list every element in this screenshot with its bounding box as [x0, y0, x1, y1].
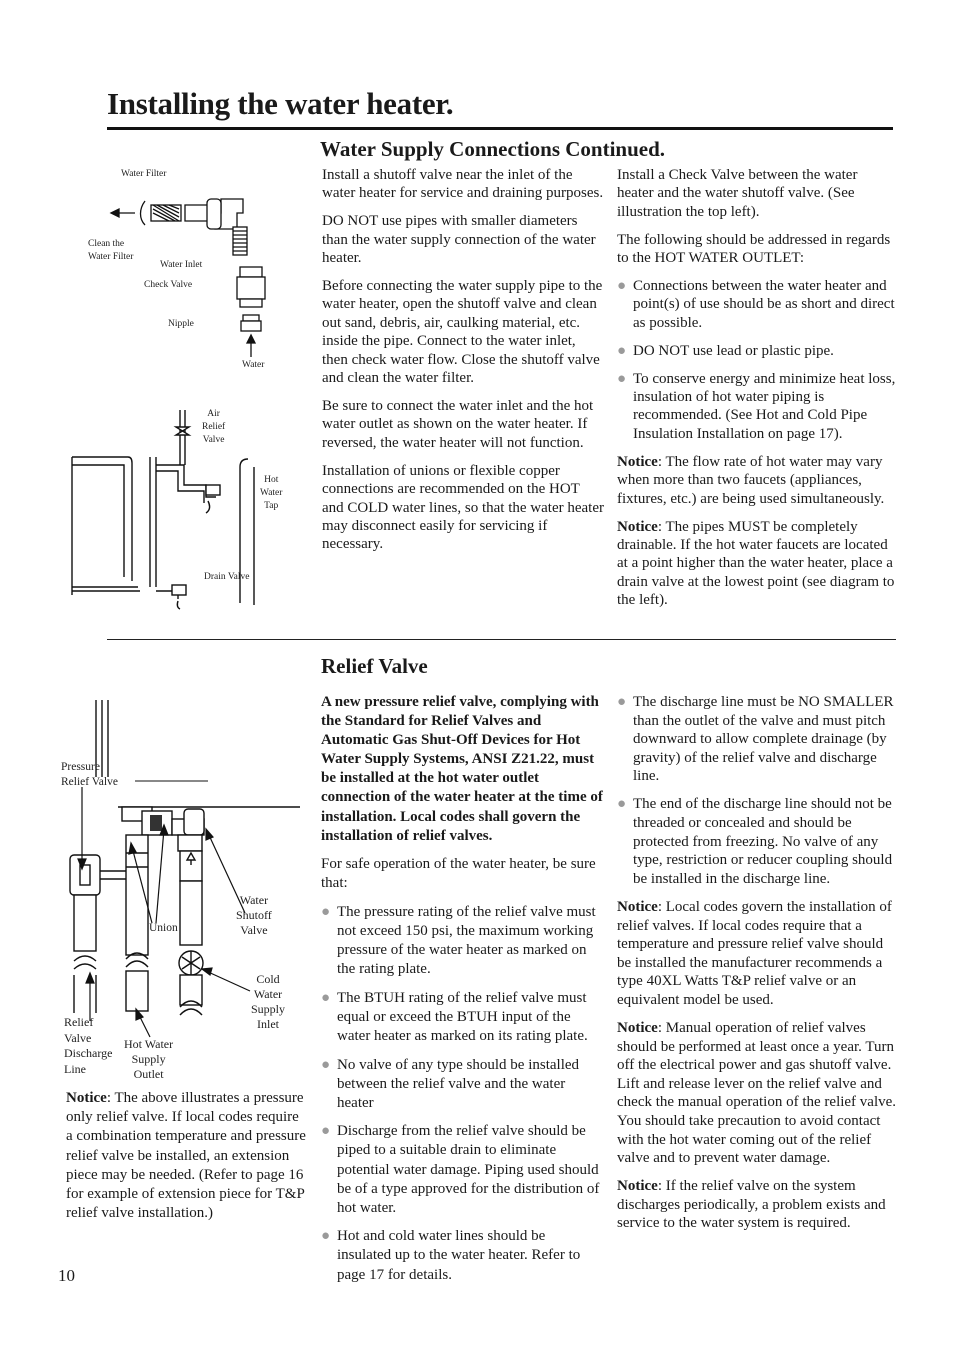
label-air-relief-valve: Air Relief Valve — [202, 409, 226, 445]
label-water-inlet: Water Inlet — [160, 260, 203, 270]
relief-valve-left-notice: Notice: The above illustrates a pressure only relief valve. If local codes require a combination temperature and pressure relief valve be installed, an extension piece may be needed. (Refer to page 16 for example of extension piece for T&P relief valve installation.) — [66, 1090, 306, 1222]
water-supply-column-2 — [617, 166, 896, 619]
rv-notice-manual-operation: Notice: Manual operation of relief valves should be performed at least once a year. Turn off the electrical power and gas shutoff valve. Lift and release lever on the relief valve and check the manual operation of the relief valve. You should take precaution to avoid contact with the hot water coming out of the relief valve and to prevent water damage. — [617, 1020, 897, 1167]
rv-notice-local-codes: Notice: Local codes govern the installation of relief valves. If local codes require that a temperature and pressure relief valve should be installed the manufacturer recommends a type 40XL Watts T&P relief valve or an equivalent model be used. — [617, 898, 892, 1008]
label-water-filter: Water Filter — [121, 169, 167, 179]
bullet-icon: ● — [321, 1228, 331, 1245]
label-check-valve: Check Valve — [144, 280, 193, 290]
rv-bullet: ● Hot and cold water lines should be insulated up to the water heater. Refer to page 17 for details. — [321, 1227, 603, 1284]
bullet-icon: ● — [617, 342, 627, 359]
rv-bullet: ● The BTUH rating of the relief valve must equal or exceed the BTUH input of the water heater as marked on its rating plate. — [321, 989, 603, 1046]
page-number: 10 — [58, 1266, 75, 1285]
rv-bullet: ● Discharge from the relief valve should be piped to a suitable drain to eliminate potential water damage. Piping used should be of a type approved for the distribution of hot water. — [321, 1122, 603, 1217]
label-nipple: Nipple — [168, 319, 194, 329]
bullet-icon: ● — [321, 903, 331, 920]
label-clean-filter: Clean the Water Filter — [88, 239, 134, 262]
rv-bullet: ● The pressure rating of the relief valve must not exceed 150 psi, the maximum working pressure of the water heater as marked on the rating plate. — [321, 903, 603, 979]
rv-bold-statement: A new pressure relief valve, complying with the Standard for Relief Valves and Automatic Gas Shut-Off Devices for Hot Water Supply Systems, ANSI Z21.22, must be installed at the hot water outlet connection of the water heater at the time of installation. Local codes shall govern the installation of relief valves. — [321, 694, 603, 844]
ws-bullet: ● Connections between the water heater and point(s) of use should be as short and direct as possible. — [617, 278, 895, 331]
label-union: Union — [149, 922, 178, 934]
ws-paragraph: Before connecting the water supply pipe to the water heater, open the shutoff valve and clean out sand, debris, air, caulking material, etc. inside the pipe. Connect to the water inlet, then check water flow. Close the shutoff valve and clean the water filter. — [322, 278, 603, 387]
ws-paragraph: Install a Check Valve between the water heater and the water shutoff valve. (See illustration the top left). — [617, 167, 858, 220]
bullet-icon: ● — [321, 1123, 331, 1140]
page-title: Installing the water heater. — [107, 86, 454, 121]
ws-notice-flow: Notice: The flow rate of hot water may vary when more than two faucets (appliances, fixtures, etc.) are being used simultaneously. — [617, 453, 885, 507]
label-pressure-relief-valve: Pressure Relief Valve — [61, 761, 118, 788]
ws-paragraph: Install a shutoff valve near the inlet of the water heater for service and draining purposes. — [322, 167, 604, 202]
label-drain-valve: Drain Valve — [204, 572, 250, 582]
bullet-icon: ● — [617, 370, 627, 387]
rv-notice-discharge: Notice: If the relief valve on the system discharges periodically, a problem exists and service to the water system is required. — [617, 1178, 886, 1232]
relief-valve-column-2 — [617, 693, 899, 1243]
bullet-icon: ● — [617, 796, 627, 813]
bullet-icon: ● — [321, 1056, 331, 1073]
ws-notice-drainable: Notice: The pipes MUST be completely drainable. If the hot water faucets are located at a point higher than the water heater, place a drain valve at the lowest point (see diagram to the left). — [617, 518, 895, 609]
ws-bullet: ● DO NOT use lead or plastic pipe. — [617, 342, 834, 359]
bullet-icon: ● — [617, 278, 627, 295]
water-supply-column-1 — [322, 166, 604, 563]
label-water-shutoff-valve: Water Shutoff Valve — [236, 893, 272, 937]
rv-bullet: ● No valve of any type should be installed between the relief valve and the water heater — [321, 1056, 603, 1113]
ws-paragraph: DO NOT use pipes with smaller diameters than the water supply connection of the water heater. — [322, 213, 596, 267]
bullet-icon: ● — [617, 694, 627, 710]
ws-paragraph: Installation of unions or flexible copper connections are recommended on the HOT and COLD water lines, so that the water heater may disconnect easily for servicing if necessary. — [322, 462, 604, 553]
ws-bullet: ● To conserve energy and minimize heat loss, insulation of hot water piping is recommended. (See Hot and Cold Pipe Insulation Installation on page 17). — [617, 370, 896, 442]
rv-bullet: ● The end of the discharge line should not be threaded or concealed and should be protected from freezing. No valve of any type, restriction or reducer coupling should be installed in the discharge line. — [617, 796, 893, 887]
section-divider — [107, 639, 896, 640]
rv-intro: For safe operation of the water heater, be sure that: — [321, 856, 596, 892]
label-cold-water-supply-inlet: Cold Water Supply Inlet — [251, 972, 286, 1031]
label-water: Water — [242, 360, 265, 370]
ws-paragraph: The following should be addressed in regards to the HOT WATER OUTLET: — [617, 231, 891, 267]
ws-paragraph: Be sure to connect the water inlet and the hot water outlet as shown on the water heater. If reversed, the water heater will not function. — [322, 397, 594, 451]
label-hot-water-supply-outlet: Hot Water Supply Outlet — [124, 1037, 174, 1081]
relief-valve-heading: Relief Valve — [321, 654, 428, 678]
rv-bullet: ● The discharge line must be NO SMALLER than the outlet of the valve and must pitch downward to allow complete drainage (by gravity) of the relief valve and discharge line. — [617, 694, 894, 785]
label-relief-valve-discharge-line: Relief Valve Discharge Line — [64, 1015, 113, 1076]
bullet-icon: ● — [321, 989, 331, 1006]
label-hot-water-tap: Hot Water Tap — [260, 475, 283, 511]
title-rule — [107, 127, 893, 130]
relief-valve-column-1 — [321, 693, 603, 1294]
water-supply-heading: Water Supply Connections Continued. — [320, 137, 666, 161]
